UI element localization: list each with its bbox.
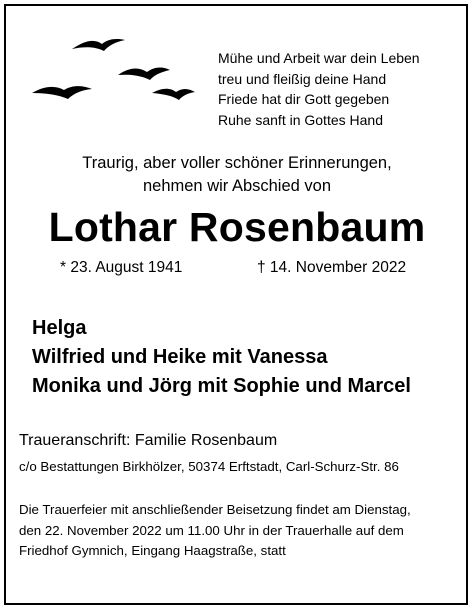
flying-birds-icon xyxy=(30,35,210,110)
family-member: Wilfried und Heike mit Vanessa xyxy=(32,346,328,368)
death-date: † 14. November 2022 xyxy=(257,259,407,276)
family-member: Monika und Jörg mit Sophie und Marcel xyxy=(32,375,411,397)
family-list xyxy=(32,314,411,401)
bird-3-icon xyxy=(32,86,92,99)
poem-line: Ruhe sanft in Gottes Hand xyxy=(218,111,383,128)
service-info xyxy=(19,500,411,562)
intro-line: nehmen wir Abschied von xyxy=(142,177,332,195)
poem-line: treu und fleißig deine Hand xyxy=(218,70,387,87)
address-label: Traueranschrift: Familie Rosenbaum xyxy=(19,432,278,449)
service-line: Friedhof Gymnich, Eingang Haagstraße, statt xyxy=(19,543,286,558)
poem-line: Friede hat dir Gott gegeben xyxy=(218,91,390,107)
bird-4-icon xyxy=(152,89,195,100)
intro-text xyxy=(0,152,474,198)
address-line: c/o Bestattungen Birkhölzer, 50374 Erftstadt, Carl-Schurz-Str. 86 xyxy=(19,459,399,474)
poem-line: Mühe und Arbeit war dein Leben xyxy=(218,50,420,66)
family-member: Helga xyxy=(32,317,87,339)
bird-1-icon xyxy=(72,39,125,51)
birth-date: * 23. August 1941 xyxy=(60,259,183,276)
service-line: Die Trauerfeier mit anschließender Beisetzung findet am Dienstag, xyxy=(19,502,411,517)
poem xyxy=(218,48,458,130)
service-line: den 22. November 2022 um 11.00 Uhr in der Trauerhalle auf dem xyxy=(19,522,404,538)
intro-line: Traurig, aber voller schöner Erinnerungen, xyxy=(82,154,392,172)
deceased-name: Lothar Rosenbaum xyxy=(48,204,426,250)
bird-2-icon xyxy=(118,68,170,80)
